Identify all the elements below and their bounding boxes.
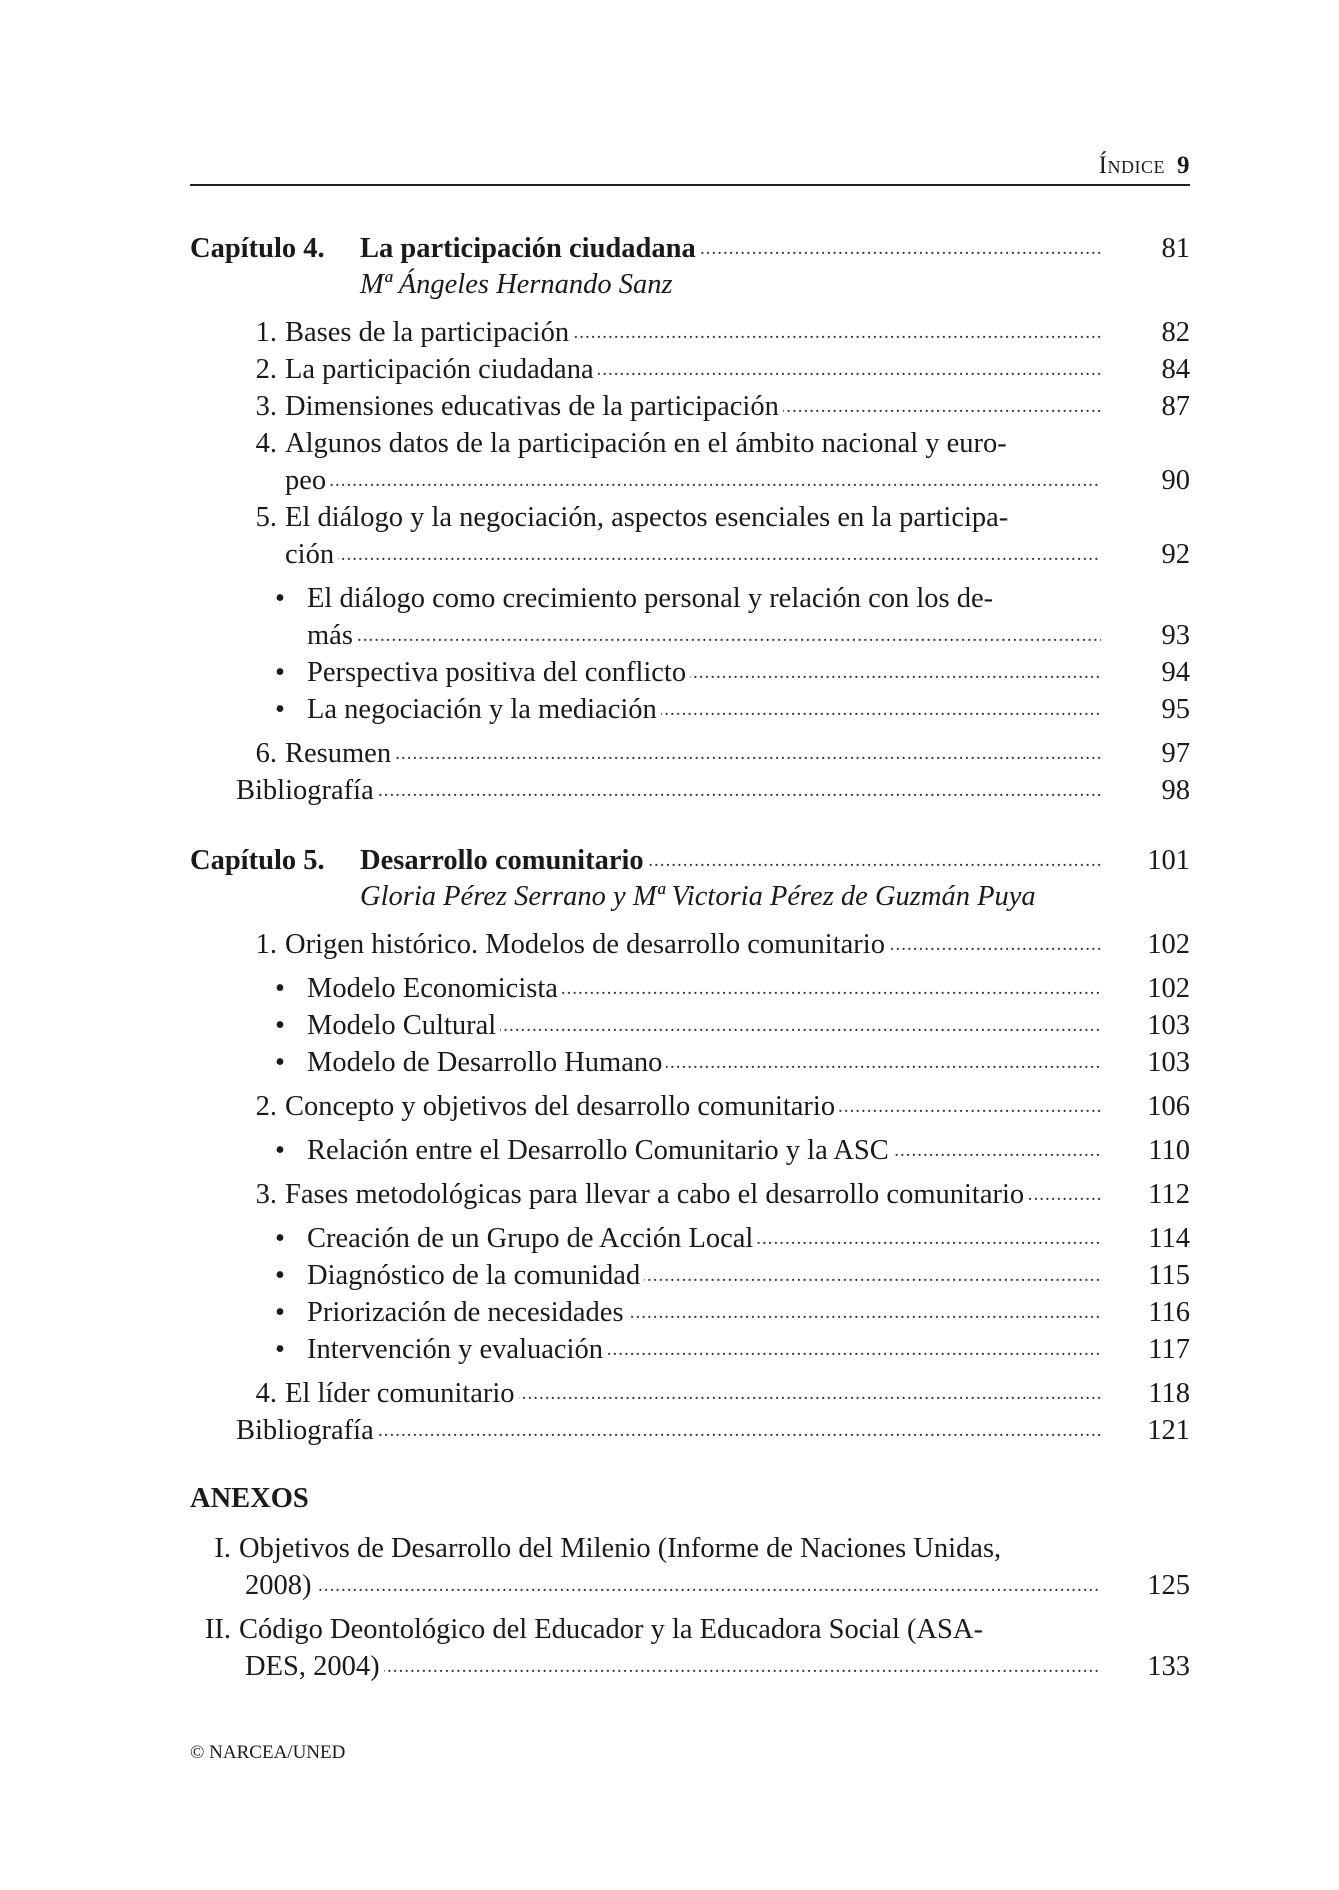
- entry-text: Intervención y evaluación: [307, 1334, 603, 1365]
- toc-subentry[interactable]: [190, 1331, 1190, 1368]
- toc-subentry[interactable]: [190, 691, 1190, 728]
- page-number: 84: [1161, 354, 1190, 385]
- bullet-icon: •: [275, 1297, 285, 1328]
- page-number: 110: [1148, 1135, 1190, 1166]
- entry-text: Diagnóstico de la comunidad: [307, 1260, 641, 1291]
- page-number: 114: [1148, 1223, 1190, 1254]
- toc-entry-continuation: ción ..... 92: [190, 536, 1190, 573]
- entry-text: Modelo Cultural: [307, 1010, 497, 1041]
- entry-text: Creación de un Grupo de Acción Local: [307, 1223, 754, 1254]
- page-number: 125: [1147, 1570, 1190, 1601]
- toc-subentry[interactable]: [190, 1220, 1190, 1257]
- annex-entry[interactable]: II. Código Deontológico del Educador y la Educadora Social (ASA-: [204, 1614, 983, 1645]
- page-number: 133: [1147, 1651, 1190, 1682]
- running-head-text: [1099, 152, 1190, 180]
- page-number: 102: [1147, 929, 1190, 960]
- entry-text: Relación entre el Desarrollo Comunitario y la ASC: [307, 1135, 889, 1166]
- running-head: [190, 150, 1190, 186]
- entry-text: Perspectiva positiva del conflicto: [307, 657, 687, 688]
- entry-text: La negociación y la mediación: [307, 694, 657, 725]
- entry-text: La participación ciudadana: [285, 354, 594, 385]
- bullet-icon: •: [275, 1223, 285, 1254]
- page-number: 103: [1147, 1010, 1190, 1041]
- entry-text: Objetivos de Desarrollo del Milenio (Informe de Naciones Unidas,: [239, 1533, 1002, 1564]
- page-number: 112: [1148, 1179, 1190, 1210]
- entry-text: Algunos datos de la participación en el ámbito nacional y euro-: [285, 428, 1007, 459]
- toc-entry[interactable]: 2. La participación ciudadana ..... 84: [190, 351, 1190, 388]
- toc-subentry[interactable]: [190, 1007, 1190, 1044]
- entry-text: Bibliografía: [236, 1415, 378, 1446]
- toc-entry[interactable]: 1. Bases de la participación ..... 82: [190, 314, 1190, 351]
- page-number: 117: [1148, 1334, 1190, 1365]
- chapter-label: Capítulo 4.: [190, 233, 325, 264]
- toc-entry-bibliography[interactable]: [190, 1412, 1190, 1449]
- page-number: 90: [1161, 465, 1190, 496]
- chapter-5-author: Gloria Pérez Serrano y Mª Victoria Pérez de Guzmán Puya: [360, 881, 1036, 912]
- bullet-icon: •: [275, 1135, 285, 1166]
- chapter-4-heading[interactable]: [190, 230, 1190, 267]
- bullet-icon: •: [275, 657, 285, 688]
- page-number: 106: [1147, 1091, 1190, 1122]
- toc-entry[interactable]: 5. El diálogo y la negociación, aspectos esenciales en la participa-: [255, 502, 1009, 533]
- page-number: 94: [1161, 657, 1190, 688]
- running-head-section: Índice: [1098, 152, 1165, 179]
- bullet-icon: •: [275, 694, 285, 725]
- page-number: 81: [1161, 233, 1190, 264]
- chapter-label: Capítulo 5.: [190, 845, 325, 876]
- entry-text: Concepto y objetivos del desarrollo comunitario: [285, 1091, 836, 1122]
- table-of-contents: [190, 230, 1190, 1685]
- running-head-page-number: 9: [1177, 152, 1190, 179]
- chapter-title: La participación ciudadana: [360, 233, 696, 264]
- toc-entry[interactable]: 3. Fases metodológicas para llevar a cabo el desarrollo comunitario ..... 112: [190, 1176, 1190, 1213]
- entry-text: El diálogo y la negociación, aspectos esenciales en la participa-: [285, 502, 1009, 533]
- copyright-footer: © NARCEA/UNED: [190, 1742, 346, 1763]
- toc-subentry[interactable]: [190, 1044, 1190, 1081]
- page-number: 115: [1148, 1260, 1190, 1291]
- toc-entry-continuation: peo ..... 90: [190, 462, 1190, 499]
- toc-entry[interactable]: 6. Resumen ..... 97: [190, 735, 1190, 772]
- toc-entry[interactable]: 3. Dimensiones educativas de la participación ..... 87: [190, 388, 1190, 425]
- entry-text: El diálogo como crecimiento personal y relación con los de-: [307, 583, 994, 614]
- chapter-5-heading[interactable]: [190, 842, 1190, 879]
- annexes-heading: ANEXOS: [190, 1483, 309, 1514]
- toc-subentry[interactable]: [190, 970, 1190, 1007]
- page-number: 92: [1161, 539, 1190, 570]
- entry-text: Código Deontológico del Educador y la Educadora Social (ASA-: [239, 1614, 983, 1645]
- entry-text: Fases metodológicas para llevar a cabo el desarrollo comunitario: [285, 1179, 1025, 1210]
- toc-entry[interactable]: 4. Algunos datos de la participación en el ámbito nacional y euro-: [255, 428, 1007, 459]
- toc-subentry[interactable]: [190, 654, 1190, 691]
- page-number: 95: [1161, 694, 1190, 725]
- annex-entry-continuation: 2008) ..... 125: [190, 1567, 1190, 1604]
- page-number: 102: [1147, 973, 1190, 1004]
- toc-entry[interactable]: 1. Origen histórico. Modelos de desarrollo comunitario ..... 102: [190, 926, 1190, 963]
- bullet-icon: •: [275, 583, 285, 614]
- bullet-icon: •: [275, 1047, 285, 1078]
- entry-text: Dimensiones educativas de la participación: [285, 391, 779, 422]
- entry-text: Modelo de Desarrollo Humano: [307, 1047, 663, 1078]
- page-number: 97: [1161, 738, 1190, 769]
- toc-subentry[interactable]: [190, 1294, 1190, 1331]
- annex-entry-continuation: DES, 2004) ..... 133: [190, 1648, 1190, 1685]
- bullet-icon: •: [275, 1260, 285, 1291]
- toc-entry[interactable]: 4. El líder comunitario ..... 118: [190, 1375, 1190, 1412]
- page-number: 118: [1148, 1378, 1190, 1409]
- toc-subentry[interactable]: [190, 1132, 1190, 1169]
- toc-entry-bibliography[interactable]: [190, 772, 1190, 809]
- page-number: 101: [1147, 845, 1190, 876]
- bullet-icon: •: [275, 1334, 285, 1365]
- toc-entry[interactable]: 2. Concepto y objetivos del desarrollo comunitario ..... 106: [190, 1088, 1190, 1125]
- entry-text: Bases de la participación: [285, 317, 570, 348]
- toc-subentry-continuation: más ..... 93: [190, 617, 1190, 654]
- page-number: 87: [1161, 391, 1190, 422]
- toc-subentry[interactable]: [190, 580, 1190, 617]
- entry-text: Resumen: [285, 738, 392, 769]
- bullet-icon: •: [275, 973, 285, 1004]
- chapter-4-author: Mª Ángeles Hernando Sanz: [360, 269, 673, 300]
- page-number: 98: [1161, 775, 1190, 806]
- toc-subentry[interactable]: [190, 1257, 1190, 1294]
- page-number: 103: [1147, 1047, 1190, 1078]
- page-number: 82: [1161, 317, 1190, 348]
- page-number: 116: [1148, 1297, 1190, 1328]
- entry-text: Modelo Economicista: [307, 973, 558, 1004]
- entry-text: Bibliografía: [236, 775, 378, 806]
- chapter-title: Desarrollo comunitario: [360, 845, 644, 876]
- entry-text: Priorización de necesidades: [307, 1297, 624, 1328]
- entry-text: Origen histórico. Modelos de desarrollo comunitario: [285, 929, 885, 960]
- bullet-icon: •: [275, 1010, 285, 1041]
- annex-entry[interactable]: I. Objetivos de Desarrollo del Milenio (Informe de Naciones Unidas,: [214, 1533, 1002, 1564]
- page-number: 121: [1147, 1415, 1190, 1446]
- entry-text: El líder comunitario: [285, 1378, 515, 1409]
- page-number: 93: [1161, 620, 1190, 651]
